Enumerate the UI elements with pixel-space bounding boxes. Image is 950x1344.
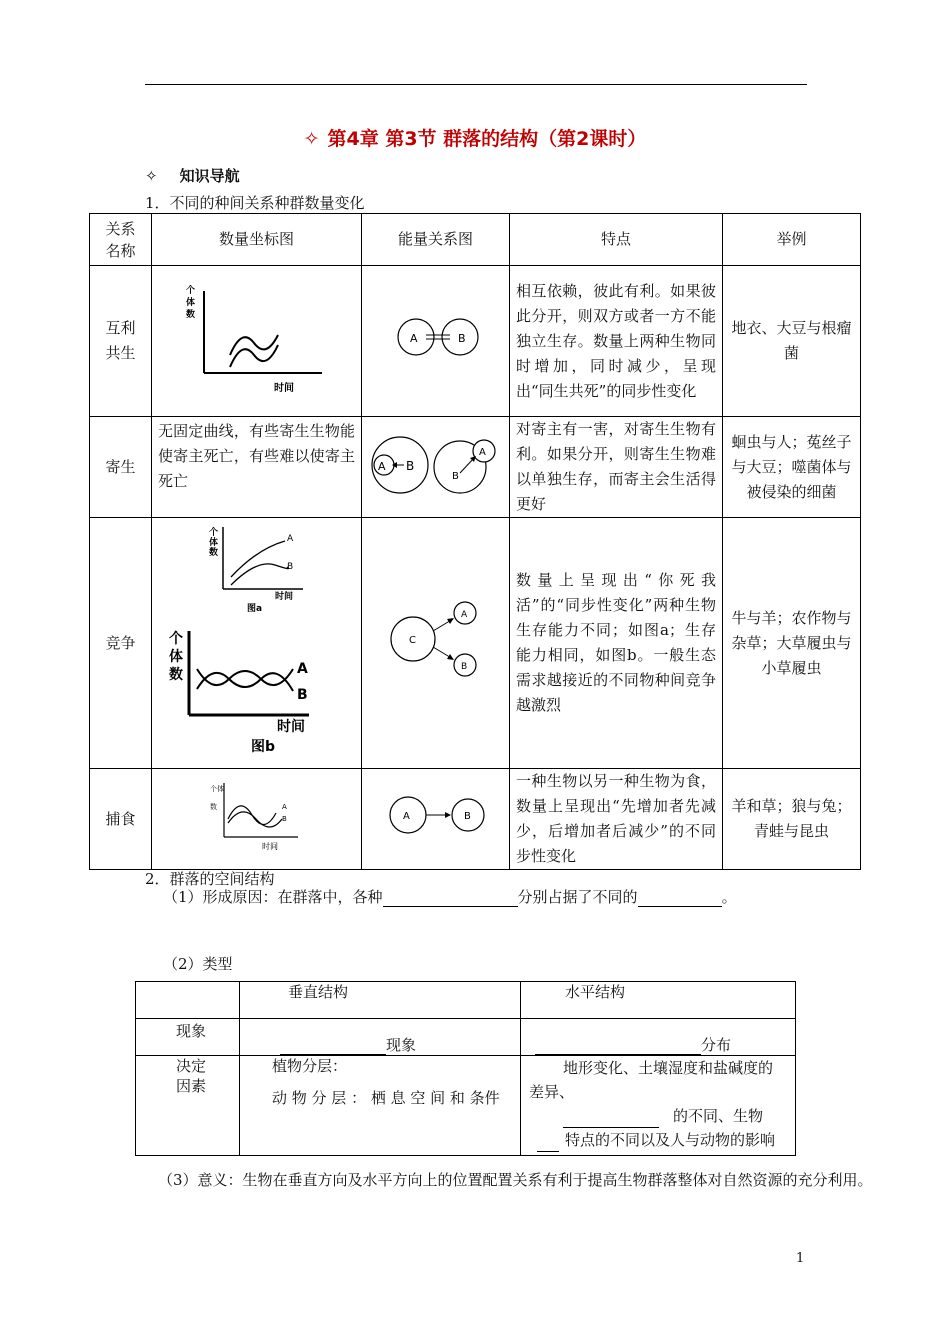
svg-text:A: A — [409, 332, 418, 345]
energy-graph-mutualism — [362, 266, 510, 417]
svg-text:时间: 时间 — [261, 842, 278, 851]
quantity-graph-predation — [152, 769, 362, 870]
table-row — [90, 769, 861, 870]
svg-text:个: 个 — [168, 631, 183, 647]
features-text: 对寄主有一害，对寄生生物有利。如果分开，则寄生生物难以单独生存，而寄主会生活得更好 — [510, 417, 723, 518]
svg-text:B: B — [296, 687, 308, 703]
col-header-quantity: 数量坐标图 — [152, 214, 362, 266]
competition-quantity-graphs — [157, 519, 357, 759]
types-label: （2）类型 — [163, 955, 233, 973]
svg-text:B: B — [457, 332, 466, 345]
section2-heading: 2．群落的空间结构 — [145, 870, 275, 888]
vertical-phenomenon-cell: 现象 — [240, 1019, 521, 1056]
svg-text:B: B — [405, 459, 414, 473]
examples-text: 地衣、大豆与根瘤菌 — [723, 266, 861, 417]
row-label-phenomenon: 现象 — [136, 1019, 240, 1056]
mutualism-quantity-graph — [182, 277, 332, 397]
table-row — [90, 518, 861, 769]
svg-text:个体: 个体 — [209, 785, 224, 793]
svg-text:A: A — [460, 610, 467, 620]
blank-field[interactable] — [280, 1040, 386, 1055]
svg-text:B: B — [463, 811, 471, 822]
svg-text:图b: 图b — [250, 739, 275, 755]
svg-text:B: B — [281, 815, 287, 823]
svg-text:体: 体 — [185, 298, 195, 308]
svg-text:个: 个 — [208, 528, 218, 538]
section-nav-label: ✧ 知识导航 — [145, 167, 240, 185]
table-header-row — [90, 214, 861, 266]
col-header-vertical: 垂直结构 — [240, 982, 521, 1019]
svg-text:个: 个 — [185, 286, 195, 296]
energy-graph-parasitism — [362, 417, 510, 518]
svg-text:体: 体 — [168, 649, 183, 665]
energy-graph-competition — [362, 518, 510, 769]
quantity-graph-mutualism — [152, 266, 362, 417]
predation-quantity-graph — [202, 775, 312, 855]
svg-text:体: 体 — [208, 538, 218, 548]
svg-text:数: 数 — [209, 803, 217, 811]
table-header-row — [136, 982, 796, 1019]
examples-text: 牛与羊；农作物与杂草；大草履虫与小草履虫 — [723, 518, 861, 769]
table-row — [90, 266, 861, 417]
examples-text: 羊和草；狼与兔；青蛙与昆虫 — [723, 769, 861, 870]
spatial-structure-table — [135, 981, 796, 1156]
svg-text:A: A — [281, 803, 287, 811]
diamond-icon: ✧ — [145, 167, 158, 185]
diamond-icon: ✧ — [303, 128, 320, 150]
svg-text:A: A — [286, 534, 293, 544]
blank-field[interactable] — [535, 1040, 701, 1055]
mutualism-energy-graph — [376, 307, 496, 367]
page-title: ✧ 第4章 第3节 群落的结构（第2课时） — [303, 128, 647, 150]
energy-graph-predation — [362, 769, 510, 870]
relations-table — [89, 213, 861, 870]
parasitism-energy-graph — [366, 423, 506, 503]
quantity-note-parasitism: 无固定曲线，有些寄生生物能使寄主死亡，有些难以使寄主死亡 — [152, 417, 362, 518]
relation-name: 捕食 — [90, 769, 152, 870]
col-header-features: 特点 — [510, 214, 723, 266]
svg-text:B: B — [451, 471, 459, 482]
relation-name: 竞争 — [90, 518, 152, 769]
table-row — [136, 1056, 796, 1156]
table-row — [136, 1019, 796, 1056]
svg-text:图a: 图a — [246, 604, 262, 614]
svg-text:数: 数 — [208, 548, 218, 558]
features-text: 数量上呈现出“你死我活”的“同步性变化”两种生物生存能力不同；如图a；生存能力相同，如图b。一般生态需求越接近的不同物种间竞争越激烈 — [510, 518, 723, 769]
row-label-factors: 决定因素 — [136, 1056, 240, 1156]
svg-text:C: C — [408, 635, 416, 646]
svg-text:A: A — [377, 460, 386, 473]
blank-field[interactable] — [638, 892, 722, 907]
competition-energy-graph — [381, 589, 491, 689]
svg-text:时间: 时间 — [274, 592, 293, 602]
col-header-examples: 举例 — [723, 214, 861, 266]
vertical-factors-cell: 植物分层： 动 物 分 层 ： 栖 息 空 间 和 条件 — [240, 1056, 521, 1156]
relation-name: 互利共生 — [90, 266, 152, 417]
relation-name: 寄生 — [90, 417, 152, 518]
formation-cause-line: （1）形成原因：在群落中，各种 分别占据了不同的 。 — [163, 888, 737, 906]
col-header-name: 关系名称 — [90, 214, 152, 266]
section1-heading: 1．不同的种间关系种群数量变化 — [145, 194, 365, 212]
svg-text:时间: 时间 — [276, 719, 305, 735]
svg-text:数: 数 — [168, 667, 183, 683]
svg-text:数: 数 — [185, 310, 195, 320]
examples-text: 蛔虫与人；菟丝子与大豆；噬菌体与被侵染的细菌 — [723, 417, 861, 518]
col-header-energy: 能量关系图 — [362, 214, 510, 266]
table-row — [90, 417, 861, 518]
horizontal-factors-cell: 地形变化、土壤湿度和盐碱度的差异、 的不同、生物 特点的不同以及人与动物的影响 — [521, 1056, 796, 1156]
col-header-horizontal: 水平结构 — [521, 982, 796, 1019]
svg-text:A: A — [478, 447, 486, 458]
significance-text: （3）意义：生物在垂直方向及水平方向上的位置配置关系有利于提高生物群落整体对自然资源的充分利用。 — [158, 1171, 873, 1189]
quantity-graph-competition — [152, 518, 362, 769]
blank-field[interactable] — [563, 1113, 659, 1128]
horizontal-phenomenon-cell: 分布 — [521, 1019, 796, 1056]
blank-field[interactable] — [383, 892, 518, 907]
svg-text:时间: 时间 — [273, 383, 294, 394]
features-text: 一种生物以另一种生物为食，数量上呈现出“先增加者先减少，后增加者后减少”的不同步性变化 — [510, 769, 723, 870]
page-number: 1 — [796, 1251, 805, 1266]
svg-text:A: A — [402, 811, 410, 822]
svg-text:B: B — [286, 562, 293, 572]
svg-text:A: A — [296, 661, 308, 677]
svg-text:B: B — [460, 662, 467, 672]
header-rule — [145, 84, 807, 85]
predation-energy-graph — [376, 785, 496, 845]
blank-field[interactable] — [537, 1137, 559, 1152]
features-text: 相互依赖，彼此有利。如果彼此分开，则双方或者一方不能独立生存。数量上两种生物同时增加，同时减少，呈现出“同生共死”的同步性变化 — [510, 266, 723, 417]
